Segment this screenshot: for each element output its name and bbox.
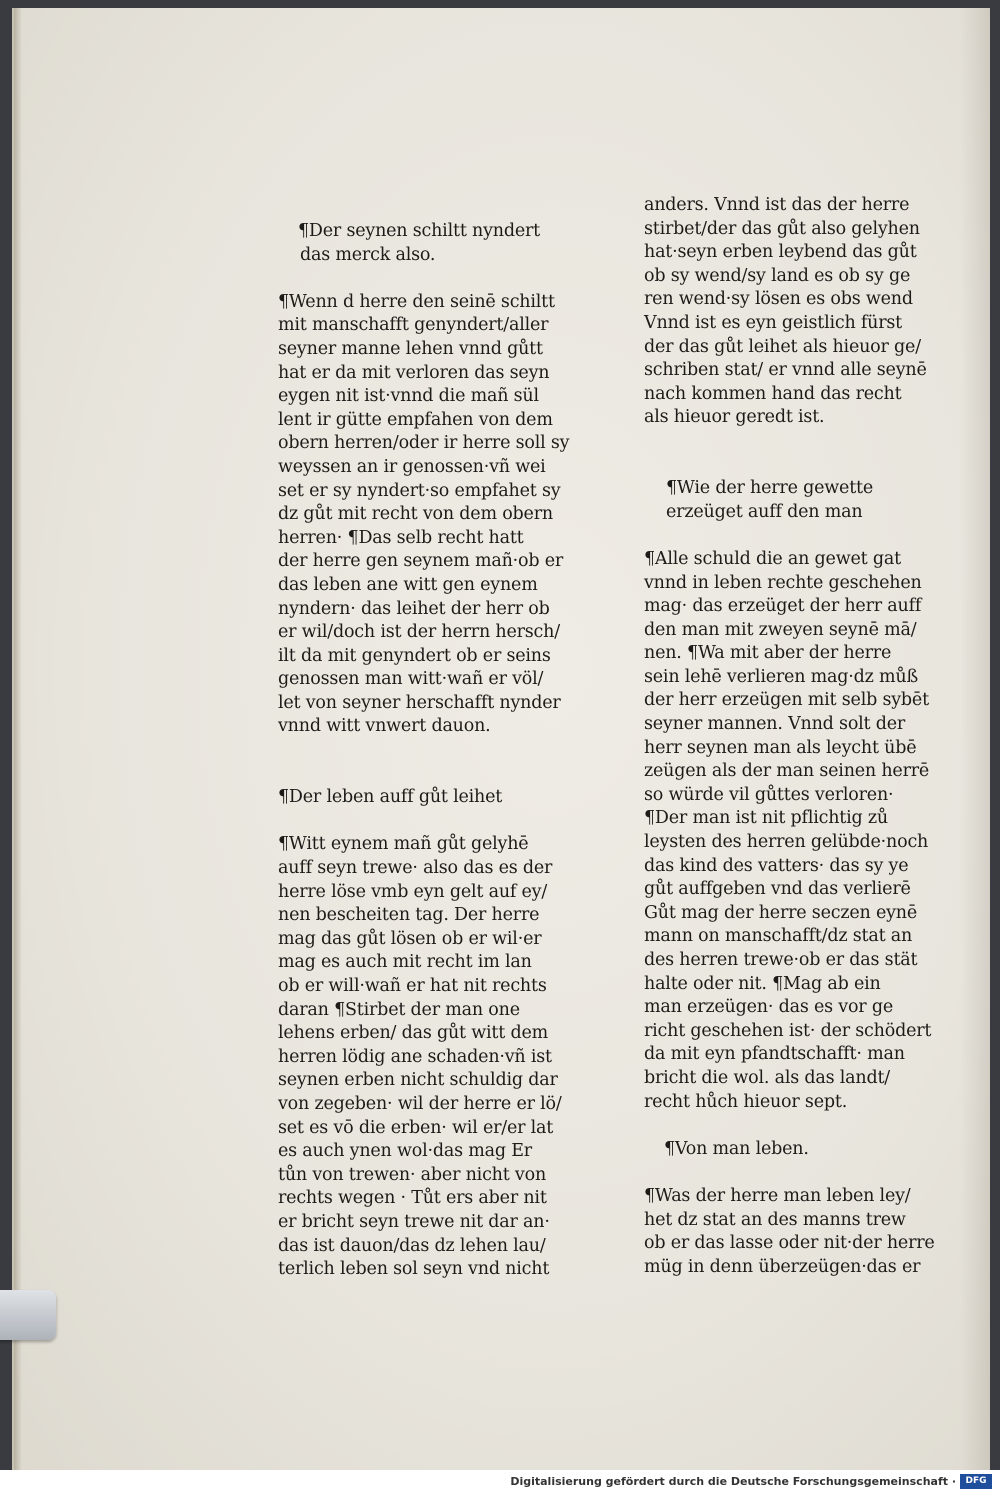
text-line: dz gůt mit recht von dem obern — [278, 504, 553, 525]
text-line: ¶Witt eynem mañ gůt gelyhē — [278, 834, 529, 855]
dfg-logo: DFG — [960, 1474, 992, 1489]
text-line: stirbet/der das gůt also gelyhen — [644, 218, 920, 239]
line-gap — [644, 524, 919, 548]
text-line: ob sy wend/sy land es ob sy ge — [644, 265, 911, 286]
text-line: seynen erben nicht schuldig dar — [278, 1070, 558, 1091]
text-line: er wil/doch ist der herrn hersch/ — [278, 622, 560, 643]
text-line: das leben ane witt gen eynem — [278, 574, 538, 595]
text-line: daran ¶Stirbet der man one — [278, 999, 520, 1020]
text-line: schriben stat/ er vnnd alle seynē — [644, 360, 927, 381]
text-line: mit manschafft genyndert/aller — [278, 315, 549, 336]
text-line: des herren trewe·ob er das stät — [644, 950, 918, 970]
text-line: ilt da mit genyndert ob er seins — [278, 645, 551, 666]
text-line: müg in denn überzeügen·das er — [644, 1256, 921, 1277]
text-line: erzeüget auff den man — [666, 501, 863, 522]
text-line: let von seyner herschafft nynder — [278, 692, 561, 713]
text-line: nyndern· das leihet der herr ob — [278, 598, 550, 619]
text-line: halte oder nit. ¶Mag ab ein — [644, 973, 881, 994]
text-line: gůt auffgeben vnd das verlierē — [644, 879, 911, 900]
text-line: Gůt mag der herre seczen eynē — [644, 902, 918, 923]
text-line: auff seyn trewe· also das es der — [278, 858, 553, 879]
text-line: set es vō die erben· wil er/er lat — [278, 1117, 554, 1138]
text-line: anders. Vnnd ist das der herre — [644, 195, 910, 215]
text-line: leysten des herren gelübde·noch — [644, 832, 929, 853]
text-line: recht hůch hieuor sept. — [644, 1091, 848, 1112]
text-line: nach kommen hand das recht — [644, 383, 902, 404]
text-line: het dz stat an des manns trew — [644, 1209, 906, 1230]
text-line: nen bescheiten tag. Der herre — [278, 905, 540, 926]
text-line: bricht die wol. als das landt/ — [644, 1067, 890, 1088]
line-gap — [278, 810, 558, 834]
book-page — [12, 8, 990, 1470]
text-line: als hieuor geredt ist. — [644, 407, 825, 428]
text-line: Vnnd ist es eyn geistlich fürst — [644, 312, 903, 333]
text-line: der das gůt leihet als hieuor ge/ — [644, 336, 921, 357]
text-line: herren lödig ane schaden·vñ ist — [278, 1046, 552, 1067]
text-line: nen. ¶Wa mit aber der herre — [644, 643, 892, 664]
text-line: seyner manne lehen vnnd gůtt — [278, 338, 543, 359]
text-line: sein lehē verlieren mag·dz můß — [644, 666, 918, 687]
text-line: ¶Der man ist nit pflichtig zů — [644, 808, 888, 829]
text-line: seyner mannen. Vnnd solt der — [644, 714, 906, 735]
funding-credit-text: Digitalisierung gefördert durch die Deutsche Forschungsgemeinschaft · — [510, 1475, 956, 1488]
text-line: mag· das erzeüget der herr auff — [644, 596, 922, 617]
text-line: hat er da mit verloren das seyn — [278, 362, 550, 383]
text-line: weyssen an ir genossen·vñ wei — [278, 456, 546, 477]
text-line: ¶Wenn d herre den seinē schiltt — [278, 291, 555, 312]
text-line: ob er das lasse oder nit·der herre — [644, 1233, 935, 1254]
text-line: set er sy nyndert·so empfahet sy — [278, 480, 561, 501]
text-line: ¶Der seynen schiltt nyndert — [298, 221, 540, 241]
text-line: man erzeügen· das es vor ge — [644, 997, 893, 1018]
text-line: ¶Alle schuld die an gewet gat — [644, 548, 901, 569]
text-line: ¶Was der herre man leben ley/ — [644, 1185, 911, 1206]
text-line: es auch ynen wol·das mag Er — [278, 1141, 532, 1162]
text-line: vnnd witt vnwert dauon. — [278, 716, 491, 737]
text-line: lent ir gütte empfahen von dem — [278, 409, 553, 430]
text-line: herre löse vmb eyn gelt auf ey/ — [278, 881, 548, 902]
line-gap — [278, 267, 558, 291]
text-line: der herr erzeügen mit selb sybēt — [644, 690, 929, 711]
text-line: lehens erben/ das gůt witt dem — [278, 1023, 549, 1044]
text-line: terlich leben sol seyn vnd nicht — [278, 1259, 550, 1280]
text-line: den man mit zweyen seynē mā/ — [644, 619, 917, 640]
line-gap — [644, 454, 919, 478]
text-line: ¶Der leben auff gůt leihet — [278, 787, 503, 808]
text-line: das ist dauon/das dz lehen lau/ — [278, 1235, 546, 1256]
text-line: genossen man witt·wañ er völ/ — [278, 669, 544, 690]
text-line: vnnd in leben rechte geschehen — [644, 572, 922, 593]
text-line: ob er will·wañ er hat nit rechts — [278, 976, 547, 996]
page-edge-shadow — [960, 8, 990, 1470]
text-line: herr seynen man als leycht übē — [644, 737, 917, 758]
text-line: von zegeben· wil der herre er lö/ — [278, 1093, 562, 1114]
text-line: so würde vil gůttes verloren· — [644, 784, 894, 805]
text-line: mann on manschafft/dz stat an — [644, 926, 913, 947]
text-line: ¶Von man leben. — [664, 1138, 809, 1159]
text-line: eygen nit ist·vnnd die mañ sül — [278, 386, 539, 407]
text-line: hat·seyn erben leybend das gůt — [644, 242, 917, 263]
credit-bar — [0, 1470, 1000, 1495]
text-line: rechts wegen · Tůt ers aber nit — [278, 1188, 547, 1209]
left-text-column — [278, 220, 570, 1282]
line-gap — [644, 430, 919, 454]
line-gap — [644, 1114, 919, 1138]
text-line: mag es auch mit recht im lan — [278, 952, 532, 973]
text-line: er bricht seyn trewe nit dar an· — [278, 1211, 550, 1232]
text-line: tůn von trewen· aber nicht von — [278, 1164, 547, 1185]
text-line: ¶Wie der herre gewette — [666, 478, 874, 499]
text-line: herren· ¶Das selb recht hatt — [278, 527, 524, 548]
line-gap — [278, 739, 558, 763]
right-text-column — [644, 194, 935, 1279]
line-gap — [278, 763, 558, 787]
text-line: richt geschehen ist· der schödert — [644, 1020, 932, 1041]
text-line: obern herren/oder ir herre soll sy — [278, 433, 570, 454]
text-line: ren wend·sy lösen es obs wend — [644, 289, 913, 310]
text-line: das kind des vatters· das sy ye — [644, 855, 909, 876]
page-gutter-shadow — [14, 8, 22, 1470]
text-line: mag das gůt lösen ob er wil·er — [278, 928, 542, 949]
line-gap — [644, 1161, 919, 1185]
text-line: zeügen als der man seinen herrē — [644, 761, 930, 782]
text-line: der herre gen seynem mañ·ob er — [278, 551, 564, 572]
page-clip-holder — [0, 1290, 56, 1340]
text-line: das merck also. — [300, 244, 436, 265]
text-line: da mit eyn pfandtschafft· man — [644, 1044, 905, 1065]
